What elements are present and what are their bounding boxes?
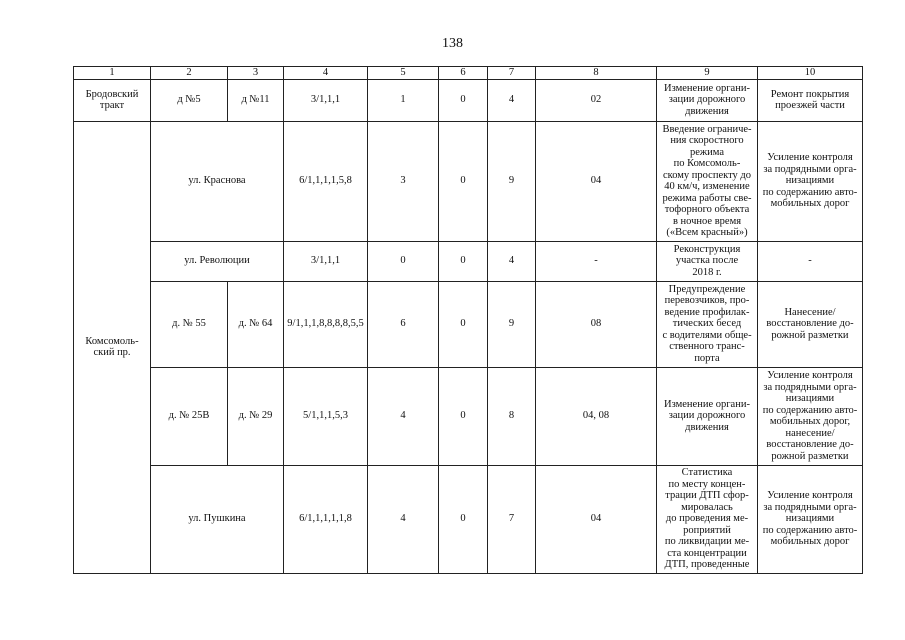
- measure-cell: Изменение органи- зации дорожного движения: [657, 367, 758, 465]
- column-number: 10: [758, 67, 863, 80]
- code-cell: 3/1,1,1: [284, 79, 368, 121]
- column-number: 1: [74, 67, 151, 80]
- action-cell: -: [758, 241, 863, 281]
- table-row: [74, 465, 863, 573]
- code-cell: 6/1,1,1,1,5,8: [284, 121, 368, 241]
- action-cell: Нанесение/ восстановление до- рожной разметки: [758, 281, 863, 367]
- table-row: [74, 281, 863, 367]
- value-cell: 9: [488, 121, 536, 241]
- action-cell: Усиление контроля за подрядными орга- низациями по содержанию авто- мобильных дорог, нанесение/ восстановление до- рожной разметки: [758, 367, 863, 465]
- street-cell: Бродовский тракт: [74, 79, 151, 121]
- value-cell: 0: [439, 241, 488, 281]
- code-cell: 9/1,1,1,8,8,8,8,5,5: [284, 281, 368, 367]
- segment-cell: ул. Краснова: [151, 121, 284, 241]
- column-number: 2: [151, 67, 228, 80]
- street-cell: Комсомоль- ский пр.: [74, 121, 151, 573]
- column-number: 7: [488, 67, 536, 80]
- segment-to-cell: д №11: [228, 79, 284, 121]
- value-cell: 1: [368, 79, 439, 121]
- segment-from-cell: д. № 25В: [151, 367, 228, 465]
- page-number: 138: [442, 36, 463, 51]
- value-cell: 8: [488, 367, 536, 465]
- measure-cell: Изменение органи- зации дорожного движения: [657, 79, 758, 121]
- measure-cell: Предупреждение перевозчиков, про- ведение профилак- тических бесед с водителями обще- ственного транс- порта: [657, 281, 758, 367]
- table-row: [74, 121, 863, 241]
- value-cell: 6: [368, 281, 439, 367]
- action-cell: Усиление контроля за подрядными орга- низациями по содержанию авто- мобильных дорог: [758, 121, 863, 241]
- value-cell: 0: [368, 241, 439, 281]
- measure-cell: Реконструкция участка после 2018 г.: [657, 241, 758, 281]
- value-cell: 7: [488, 465, 536, 573]
- column-number: 9: [657, 67, 758, 80]
- column-number: 6: [439, 67, 488, 80]
- value-cell: 08: [536, 281, 657, 367]
- value-cell: 9: [488, 281, 536, 367]
- column-number: 4: [284, 67, 368, 80]
- value-cell: 4: [368, 367, 439, 465]
- value-cell: 0: [439, 121, 488, 241]
- column-number: 8: [536, 67, 657, 80]
- segment-cell: ул. Пушкина: [151, 465, 284, 573]
- code-cell: 5/1,1,1,5,3: [284, 367, 368, 465]
- value-cell: 4: [488, 241, 536, 281]
- value-cell: 3: [368, 121, 439, 241]
- value-cell: 02: [536, 79, 657, 121]
- segment-from-cell: д. № 55: [151, 281, 228, 367]
- measure-cell: Введение ограниче- ния скоростного режима по Комсомоль- скому проспекту до 40 км/ч, изменение режима работы све- тофорного объекта в ночное время («Всем красный»): [657, 121, 758, 241]
- measure-cell: Статистика по месту концен- трации ДТП сфор- мировалась до проведения ме- роприятий по ликвидации ме- ста концентрации ДТП, проведенные: [657, 465, 758, 573]
- column-numbers-row: [74, 67, 863, 80]
- code-cell: 6/1,1,1,1,1,8: [284, 465, 368, 573]
- action-cell: Усиление контроля за подрядными орга- низациями по содержанию авто- мобильных дорог: [758, 465, 863, 573]
- value-cell: 04: [536, 465, 657, 573]
- segment-from-cell: д №5: [151, 79, 228, 121]
- value-cell: 04, 08: [536, 367, 657, 465]
- table-row: [74, 79, 863, 121]
- table-row: [74, 241, 863, 281]
- value-cell: -: [536, 241, 657, 281]
- value-cell: 4: [368, 465, 439, 573]
- value-cell: 04: [536, 121, 657, 241]
- value-cell: 0: [439, 465, 488, 573]
- value-cell: 0: [439, 367, 488, 465]
- code-cell: 3/1,1,1: [284, 241, 368, 281]
- table-row: [74, 367, 863, 465]
- value-cell: 0: [439, 79, 488, 121]
- segment-to-cell: д. № 29: [228, 367, 284, 465]
- value-cell: 4: [488, 79, 536, 121]
- action-cell: Ремонт покрытия проезжей части: [758, 79, 863, 121]
- data-table: [73, 66, 863, 574]
- segment-cell: ул. Революции: [151, 241, 284, 281]
- column-number: 5: [368, 67, 439, 80]
- segment-to-cell: д. № 64: [228, 281, 284, 367]
- column-number: 3: [228, 67, 284, 80]
- value-cell: 0: [439, 281, 488, 367]
